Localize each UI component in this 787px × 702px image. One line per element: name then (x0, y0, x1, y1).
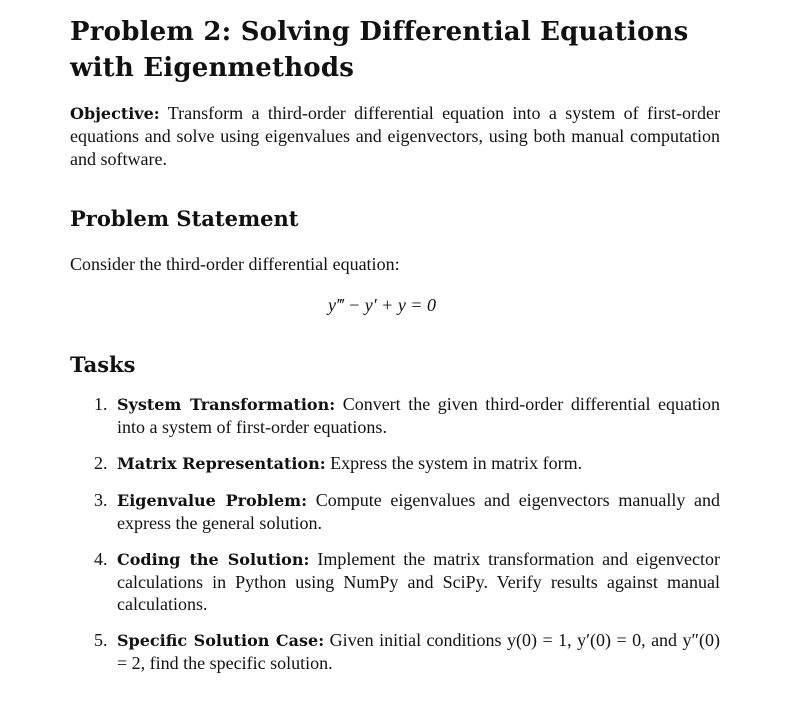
document-page (70, 14, 720, 688)
objective-text: Transform a third-order differential equation into a system of first-order equations and solve using eigenvalues and eigenvectors, using both manual computation and software. (70, 103, 720, 169)
tasks-heading: Tasks (70, 352, 136, 377)
task-number: 1. (94, 394, 108, 414)
problem-statement-heading: Problem Statement (70, 206, 299, 231)
task-text: Implement the matrix transformation and eigenvector calculations in Python using NumPy and SciPy. Verify results against manual calculations. (117, 549, 721, 614)
task-number: 2. (94, 453, 108, 473)
task-item (70, 548, 720, 615)
task-label: Specific Solution Case: (117, 631, 325, 650)
objective-paragraph (70, 102, 720, 171)
task-item (70, 393, 720, 438)
differential-equation: y‴ − y′ + y = 0 (328, 295, 436, 315)
task-item (70, 489, 720, 534)
task-label: Eigenvalue Problem: (117, 491, 307, 510)
task-item (70, 629, 720, 674)
task-text: Convert the given third-order differential equation into a system of first-order equations. (117, 394, 720, 437)
problem-statement-intro: Consider the third-order differential equation: (70, 254, 400, 274)
objective-label: Objective: (70, 104, 160, 123)
task-text: Compute eigenvalues and eigenvectors manually and express the general solution. (117, 490, 720, 533)
task-text: Express the system in matrix form. (330, 453, 583, 473)
tasks-list (70, 393, 720, 674)
task-label: Coding the Solution: (117, 550, 310, 569)
task-number: 4. (94, 549, 108, 569)
task-label: Matrix Representation: (117, 454, 326, 473)
task-number: 5. (94, 630, 108, 650)
task-text: Given initial conditions y(0) = 1, y′(0) = 0, and y″(0) = 2, find the specific solution. (117, 630, 721, 673)
task-number: 3. (94, 490, 108, 510)
task-label: System Transformation: (117, 395, 336, 414)
problem-title: Problem 2: Solving Differential Equations with Eigenmethods (70, 17, 689, 83)
task-item (70, 452, 720, 475)
